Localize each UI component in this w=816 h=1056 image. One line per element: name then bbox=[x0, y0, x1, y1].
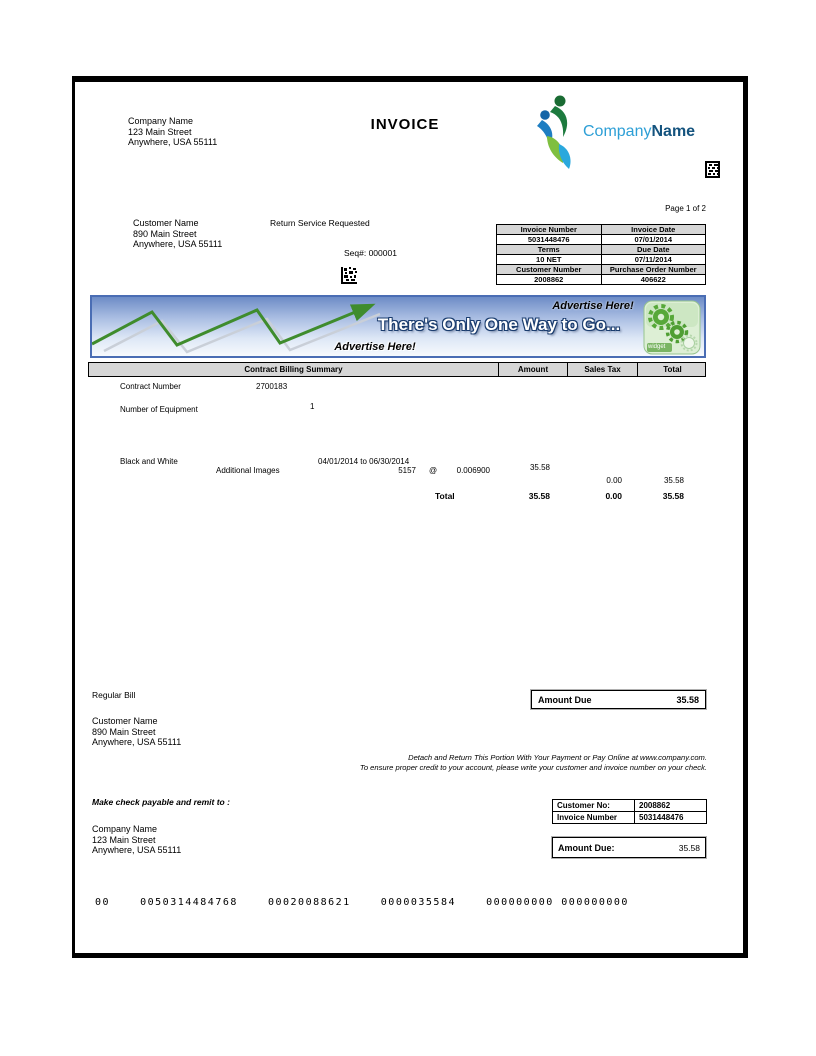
remit-customer-address bbox=[92, 716, 181, 748]
invoice-info-table bbox=[496, 224, 706, 285]
advertise-top-text: Advertise Here! bbox=[552, 300, 634, 312]
line-item-category: Black and White bbox=[120, 457, 178, 466]
detach-line-2: To ensure proper credit to your account, please write your customer and invoice number on your check. bbox=[359, 763, 707, 772]
amount-due-value: 35.58 bbox=[676, 694, 699, 705]
logo-text bbox=[583, 123, 695, 141]
company-address bbox=[128, 116, 217, 148]
barcode-icon bbox=[341, 267, 357, 289]
return-service-note: Return Service Requested bbox=[270, 218, 370, 228]
logo-text-company: Company bbox=[583, 123, 652, 140]
customer-number-value-cell: 2008862 bbox=[497, 275, 602, 285]
widget-label: widget bbox=[648, 344, 666, 350]
stub-info-table bbox=[552, 799, 707, 824]
remit-company-name: Company Name bbox=[92, 824, 158, 834]
stub-invoice-number-label: Invoice Number bbox=[553, 812, 635, 824]
sequence-number: Seq#: 000001 bbox=[344, 248, 397, 258]
customer-name: Customer Name bbox=[133, 218, 199, 228]
customer-street: 890 Main Street bbox=[133, 228, 197, 239]
sales-tax-column-header: Sales Tax bbox=[567, 363, 637, 376]
line-item-at-symbol: @ bbox=[429, 466, 438, 475]
detach-line-1: Detach and Return This Portion With Your Payment or Pay Online at www.company.com. bbox=[408, 753, 707, 762]
banner-tagline: There's Only One Way to Go... bbox=[377, 315, 621, 334]
invoice-number-value-cell: 5031448476 bbox=[497, 235, 602, 245]
bill-type-label: Regular Bill bbox=[92, 690, 136, 700]
total-row-label: Total bbox=[435, 491, 455, 501]
amount-column-header: Amount bbox=[498, 363, 567, 376]
total-row-sales-tax: 0.00 bbox=[605, 491, 622, 501]
billing-summary-header bbox=[88, 362, 706, 377]
stub-customer-no-value: 2008862 bbox=[635, 800, 707, 812]
due-date-label-cell: Due Date bbox=[601, 245, 706, 255]
line-item-period: 04/01/2014 to 06/30/2014 bbox=[318, 457, 410, 466]
invoice-date-label-cell: Invoice Date bbox=[601, 225, 706, 235]
po-number-label-cell: Purchase Order Number bbox=[601, 265, 706, 275]
line-item-total: 35.58 bbox=[663, 476, 684, 485]
po-number-value-cell: 406622 bbox=[601, 275, 706, 285]
remit-customer-city: Anywhere, USA 55111 bbox=[92, 737, 182, 747]
company-city: Anywhere, USA 55111 bbox=[128, 137, 218, 147]
terms-value-cell: 10 NET bbox=[497, 255, 602, 265]
remit-company-city: Anywhere, USA 55111 bbox=[92, 845, 182, 855]
detach-instructions bbox=[326, 753, 707, 773]
equipment-count-label: Number of Equipment bbox=[120, 405, 198, 414]
customer-city: Anywhere, USA 55111 bbox=[133, 239, 223, 249]
stub-customer-no-label: Customer No: bbox=[553, 800, 635, 812]
line-item-quantity: 5157 bbox=[398, 466, 416, 475]
remit-customer-street: 890 Main Street bbox=[92, 726, 156, 737]
terms-label-cell: Terms bbox=[497, 245, 602, 255]
invoice-number-label-cell: Invoice Number bbox=[497, 225, 602, 235]
barcode-icon bbox=[705, 161, 720, 183]
customer-mailing-address bbox=[133, 218, 222, 250]
total-column-header: Total bbox=[637, 363, 707, 376]
customer-number-label-cell: Customer Number bbox=[497, 265, 602, 275]
amount-due-label: Amount Due bbox=[538, 694, 592, 705]
due-date-value-cell: 07/11/2014 bbox=[601, 255, 706, 265]
company-logo bbox=[533, 93, 713, 171]
stub-amount-due-label: Amount Due: bbox=[558, 842, 615, 853]
page-indicator: Page 1 of 2 bbox=[665, 204, 706, 213]
company-name: Company Name bbox=[128, 116, 194, 126]
line-item-rate: 0.006900 bbox=[456, 466, 490, 475]
remit-company-address bbox=[92, 824, 181, 856]
invoice-title: INVOICE bbox=[370, 116, 440, 133]
ad-banner[interactable] bbox=[90, 295, 706, 358]
micr-scan-line: 00 0050314484768 00020088621 0000035584 000000000 000000000 bbox=[95, 897, 629, 908]
stub-amount-due-box bbox=[552, 837, 706, 858]
company-street: 123 Main Street bbox=[128, 126, 192, 137]
advertise-bottom-text: Advertise Here! bbox=[334, 341, 416, 353]
payable-note: Make check payable and remit to : bbox=[92, 797, 230, 807]
total-row-total: 35.58 bbox=[662, 491, 684, 501]
remit-company-street: 123 Main Street bbox=[92, 834, 156, 845]
billing-summary-title: Contract Billing Summary bbox=[244, 365, 343, 374]
line-item-sales-tax: 0.00 bbox=[606, 476, 622, 485]
total-row-amount: 35.58 bbox=[528, 491, 550, 501]
invoice-date-value-cell: 07/01/2014 bbox=[601, 235, 706, 245]
contract-number-label: Contract Number bbox=[120, 382, 181, 391]
stub-invoice-number-value: 5031448476 bbox=[635, 812, 707, 824]
stub-amount-due-value: 35.58 bbox=[678, 842, 700, 853]
line-item-amount: 35.58 bbox=[529, 463, 550, 472]
contract-number-value: 2700183 bbox=[256, 382, 288, 391]
remit-customer-name: Customer Name bbox=[92, 716, 158, 726]
logo-text-name: Name bbox=[651, 123, 696, 140]
equipment-count-value: 1 bbox=[310, 402, 315, 411]
line-item-description: Additional Images bbox=[216, 466, 280, 475]
amount-due-box bbox=[531, 690, 706, 709]
